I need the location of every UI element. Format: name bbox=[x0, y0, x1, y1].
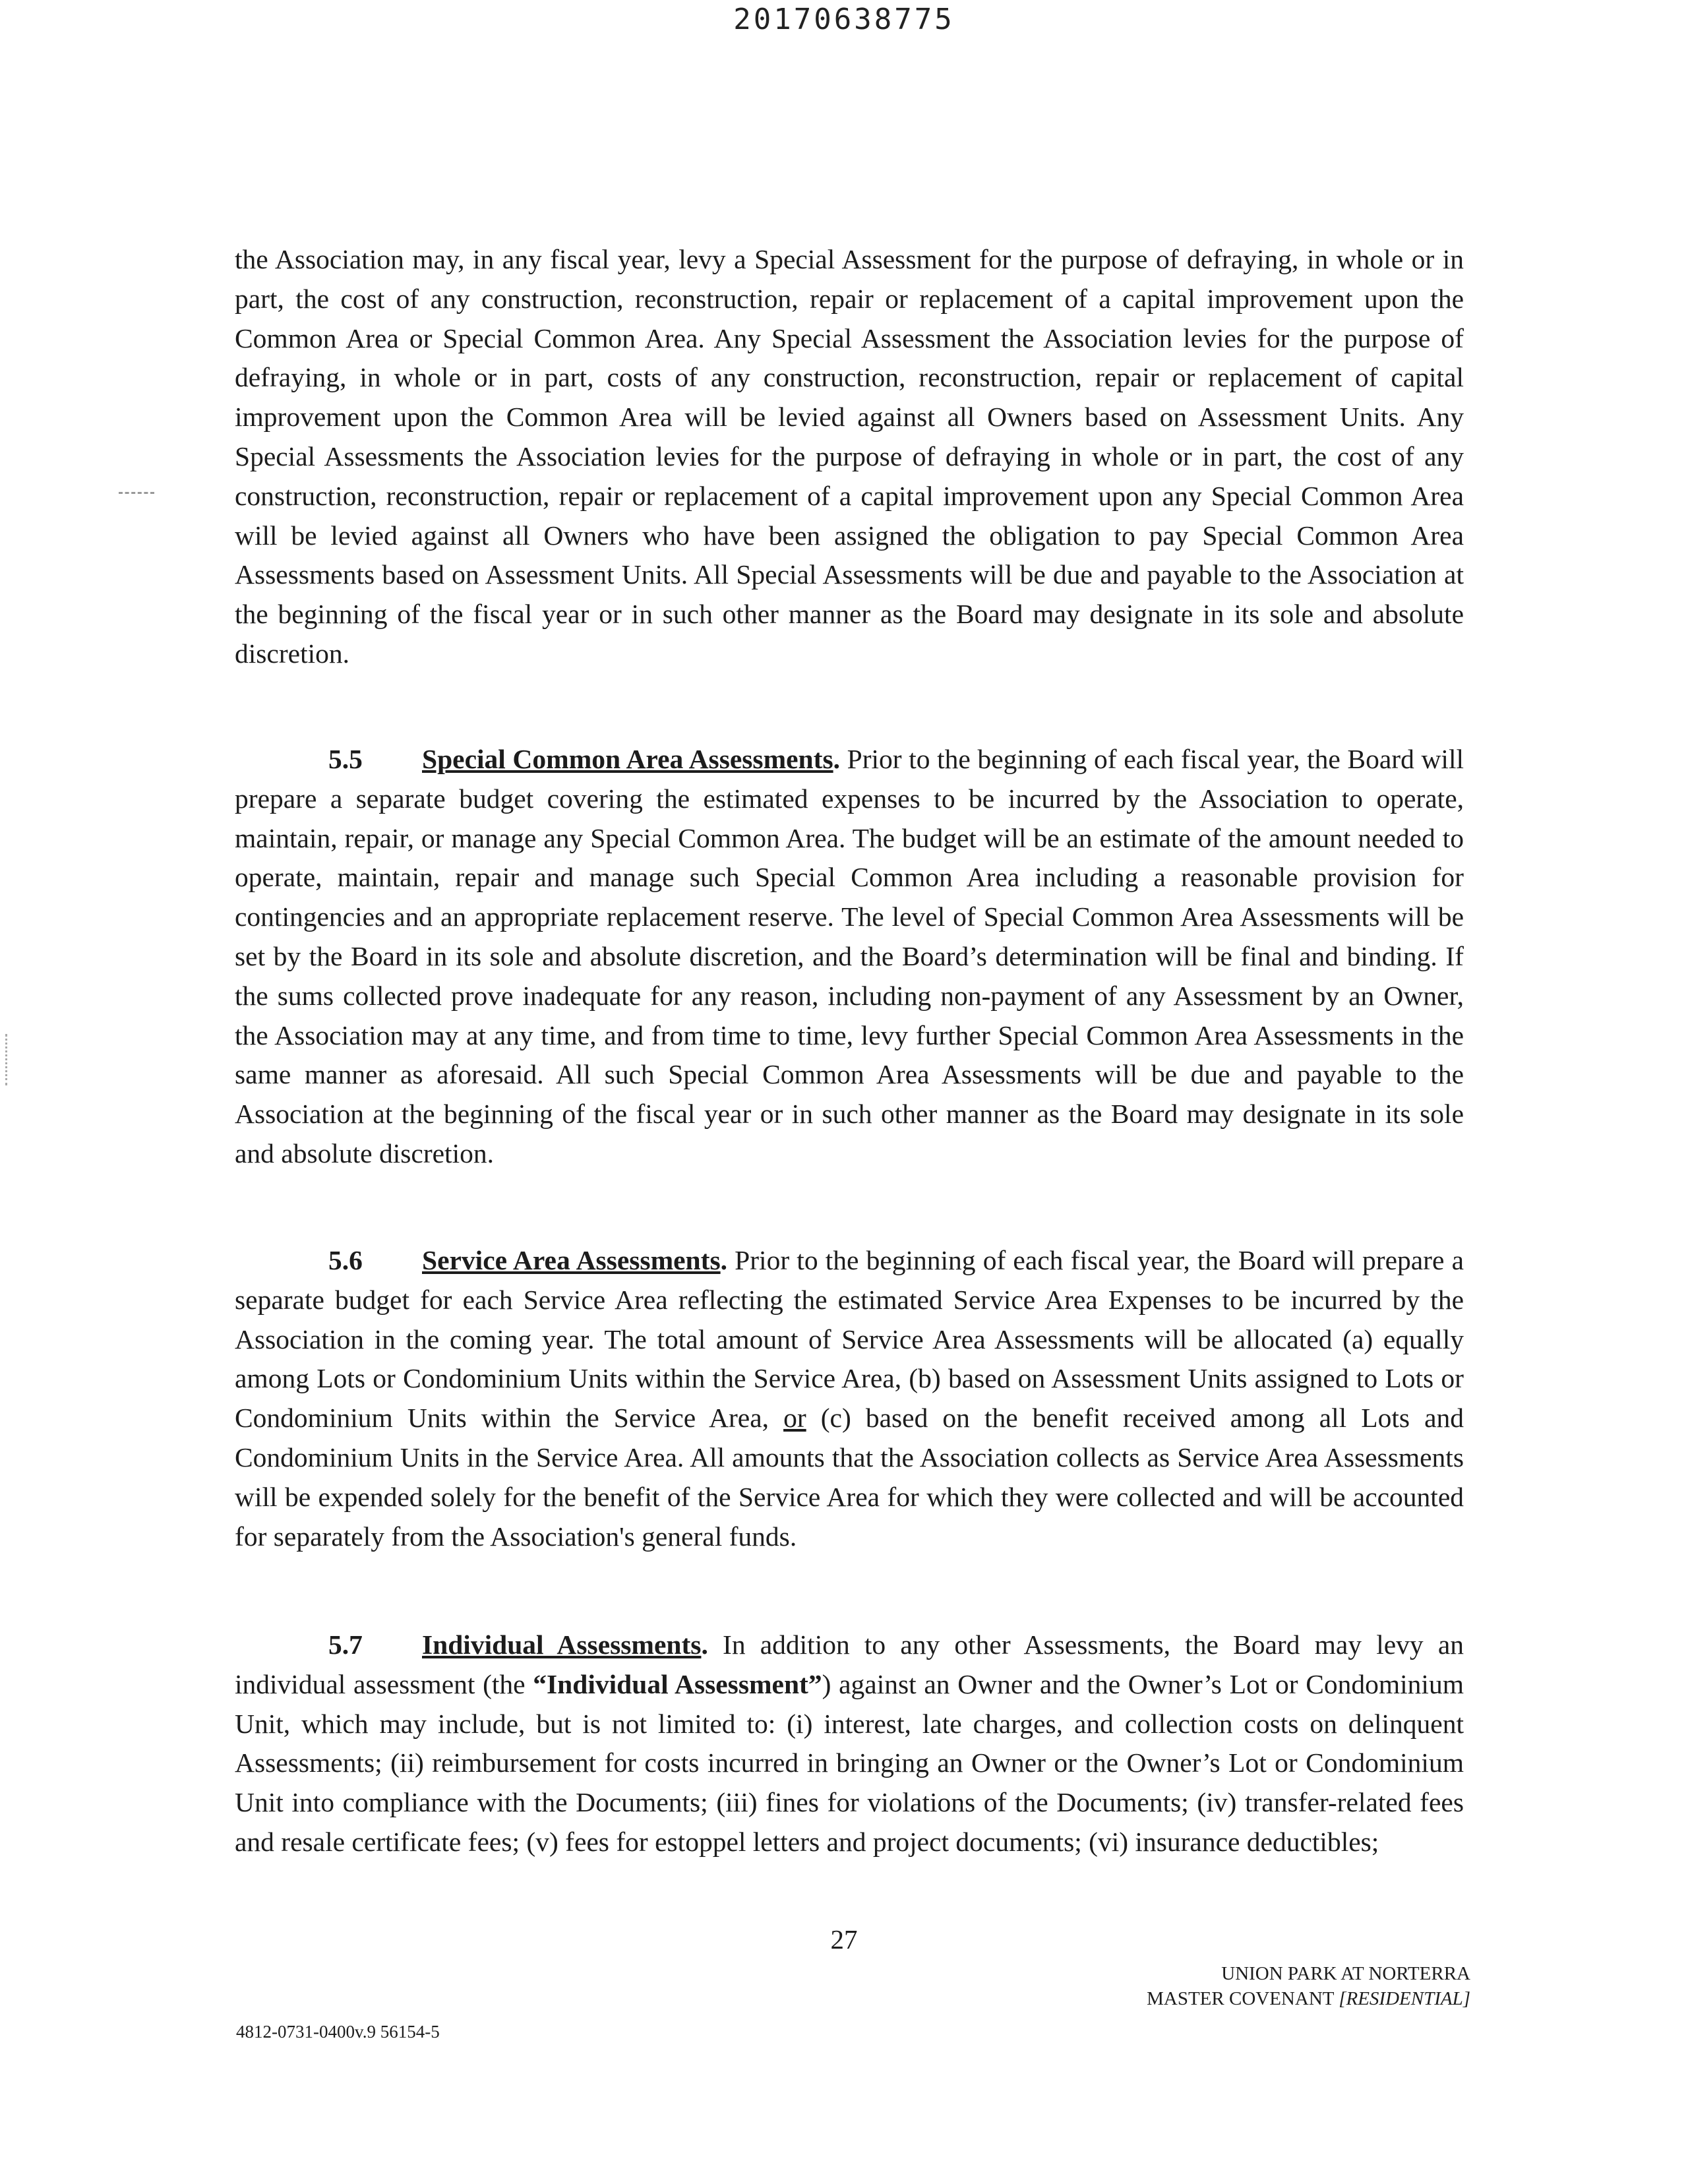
section-text-after: (c) based on the benefit received among all Lots and Condominium Units in the Service Area. All amounts that the Association collects as Service Area Assessments will be expended solely for the benefit of the Service Area for which they were collected and will be accounted for separately from the Association's general funds. bbox=[235, 1403, 1464, 1552]
document-number: 20170638775 bbox=[733, 3, 955, 36]
margin-dots bbox=[5, 1034, 11, 1085]
heading-period: . bbox=[701, 1629, 708, 1660]
section-number: 5.6 bbox=[328, 1245, 363, 1275]
section-5-6 bbox=[235, 1241, 1464, 1556]
section-text: Prior to the beginning of each fiscal year, the Board will prepare a separate budget covering the estimated expenses to be incurred by the Association to operate, maintain, repair, or manage any Special Common Area. The budget will be an estimate of the amount needed to operate, maintain, repair and manage such Special Common Area including a reasonable provision for contingencies and an appropriate replacement reserve. The level of Special Common Area Assessments will be set by the Board in its sole and absolute discretion, and the Board’s determination will be final and binding. If the sums collected prove inadequate for any reason, including non-payment of any Assessment by an Owner, the Association may at any time, and from time to time, levy further Special Common Area Assessments in the same manner as aforesaid. All such Special Common Area Assessments will be due and payable to the Association at the beginning of the fiscal year or in such other manner as the Board may designate in its sole and absolute discretion. bbox=[235, 744, 1464, 1168]
section-heading: Individual Assessments bbox=[422, 1629, 702, 1660]
footer-document-title bbox=[1147, 1961, 1470, 2011]
section-number: 5.5 bbox=[328, 744, 363, 774]
footer-title-prefix: MASTER COVENANT bbox=[1147, 1988, 1339, 2009]
footer-title-italic: [RESIDENTIAL] bbox=[1339, 1988, 1470, 2009]
section-heading: Service Area Assessments bbox=[422, 1245, 721, 1275]
heading-period: . bbox=[833, 744, 840, 774]
page-number: 27 bbox=[830, 1924, 858, 1955]
footer-title-line2 bbox=[1147, 1986, 1470, 2011]
section-text-before: In addition to any other Assessments, the Board may levy an individual assessment (the bbox=[235, 1629, 1464, 1699]
section-text-before: Prior to the beginning of each fiscal year, the Board will prepare a separate budget for each Service Area reflecting the estimated Service Area Expenses to be incurred by the Association in the coming year. The total amount of Service Area Assessments will be allocated (a) equally among Lots or Condominium Units within the Service Area, (b) based on Assessment Units assigned to Lots or Condominium Units within the Service Area, bbox=[235, 1245, 1464, 1434]
underlined-or: or bbox=[783, 1403, 806, 1434]
continuation-text: the Association may, in any fiscal year, levy a Special Assessment for the purpose of defraying, in whole or in part, the cost of any construction, reconstruction, repair or replacement of a capital improvement upon the Common Area or Special Common Area. Any Special Assessment the Association levies for the purpose of defraying, in whole or in part, costs of any construction, reconstruction, repair or replacement of capital improvement upon the Common Area will be levied against all Owners based on Assessment Units. Any Special Assessments the Association levies for the purpose of defraying in whole or in part, the cost of any construction, reconstruction, repair or replacement of a capital improvement upon any Special Common Area will be levied against all Owners who have been assigned the obligation to pay Special Common Area Assessments based on Assessment Units. All Special Assessments will be due and payable to the Association at the beginning of the fiscal year or in such other manner as the Board may designate in its sole and absolute discretion. bbox=[235, 244, 1464, 669]
defined-term: “Individual Assessment” bbox=[533, 1668, 822, 1699]
section-number: 5.7 bbox=[328, 1629, 363, 1660]
margin-mark bbox=[119, 492, 154, 496]
footer-doc-id: 4812-0731-0400v.9 56154-5 bbox=[236, 2022, 440, 2042]
heading-period: . bbox=[720, 1245, 727, 1275]
section-text-after: ) against an Owner and the Owner’s Lot or Condominium Unit, which may include, but is not limited to: (i) interest, late charges, and collection costs on delinquent Assessments; (ii) reimbursement for costs incurred in bringing an Owner or the Owner’s Lot or Condominium Unit into compliance with the Documents; (iii) fines for violations of the Documents; (iv) transfer-related fees and resale certificate fees; (v) fees for estoppel letters and project documents; (vi) insurance deductibles; bbox=[235, 1668, 1464, 1857]
continuation-paragraph bbox=[235, 240, 1464, 674]
section-heading: Special Common Area Assessments bbox=[422, 744, 833, 774]
section-5-5 bbox=[235, 740, 1464, 1174]
section-5-7 bbox=[235, 1625, 1464, 1862]
footer-title-line1: UNION PARK AT NORTERRA bbox=[1221, 1963, 1470, 1984]
